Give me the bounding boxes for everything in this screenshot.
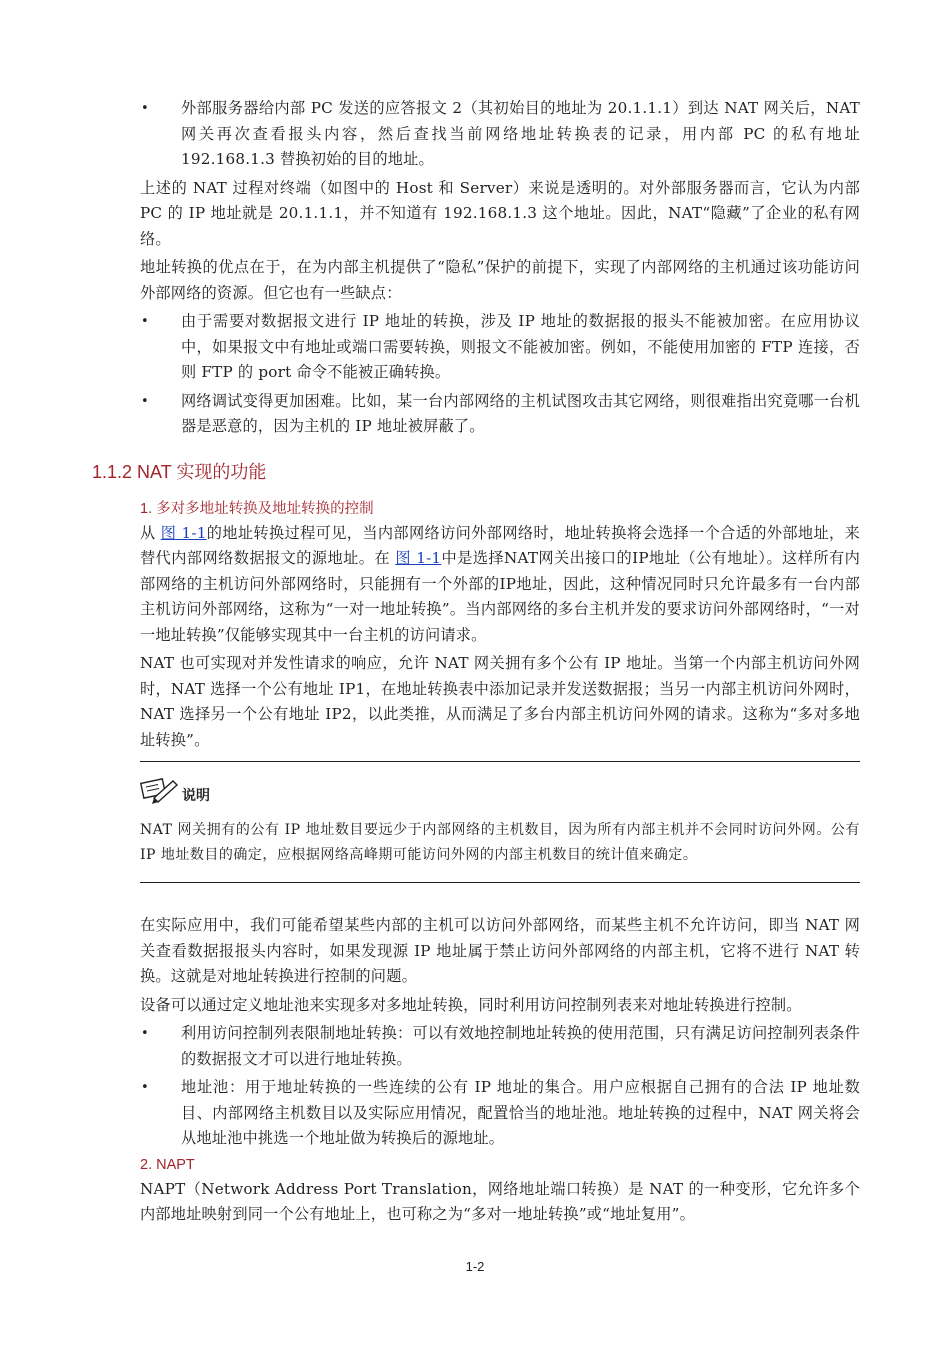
paragraph: 上述的 NAT 过程对终端（如图中的 Host 和 Server）来说是透明的。对外部服务器而言，它认为内部 PC 的 IP 地址就是 20.1.1.1，并不知道有 192.168.1.3 这个地址。因此，NAT“隐藏”了企业的私有网络。	[140, 178, 860, 248]
paragraph: 地址转换的优点在于，在为内部主机提供了“隐私”保护的前提下，实现了内部网络的主机通过该功能访问外部网络的资源。但它也有一些缺点：	[140, 258, 860, 302]
bullet-text: 网络调试变得更加困难。比如，某一台内部网络的主机试图攻击其它网络，则很难指出究竟哪一台机器是恶意的，因为主机的 IP 地址被屏蔽了。	[181, 391, 860, 435]
subsection-heading: 2. NAPT	[140, 1156, 195, 1173]
bullet-glyph: •	[141, 101, 149, 116]
paragraph: NAT 也可实现对并发性请求的响应，允许 NAT 网关拥有多个公有 IP 地址。当第一个内部主机访问外网时，NAT 选择一个公有地址 IP1，在地址转换表中添加记录并发送数据报；当另一内部主机访问外网时，NAT 选择另一个公有地址 IP2，以此类推，从而满足了多台内部主机访问外网的请求。这称为“多对多地址转换”。	[140, 654, 860, 749]
bullet-item	[140, 1075, 860, 1152]
bullet-item	[140, 389, 860, 440]
bullet-text: 由于需要对数据报文进行 IP 地址的转换，涉及 IP 地址的数据报的报头不能被加密。在应用协议中，如果报文中有地址或端口需要转换，则报文不能被加密。例如，不能使用加密的 FTP 连接，否则 FTP 的 port 命令不能被正确转换。	[181, 312, 860, 381]
figure-link[interactable]: 图 1-1	[395, 549, 442, 567]
note-header	[140, 776, 860, 806]
text-run: 从	[140, 523, 161, 542]
note-text: NAT 网关拥有的公有 IP 地址数目要远少于内部网络的主机数目，因为所有内部主机并不会同时访问外网。公有 IP 地址数目的确定，应根据网络高峰期可能访问外网的内部主机数目的统计值来确定。	[140, 822, 860, 863]
note-box	[140, 761, 860, 883]
paragraph: 设备可以通过定义地址池来实现多对多地址转换，同时利用访问控制列表来对地址转换进行控制。	[140, 995, 802, 1014]
subsection-heading: 1. 多对多地址转换及地址转换的控制	[140, 500, 374, 517]
text-run: 中是选择NAT网关出接口的IP地址（公有地址）。这样所有内部网络的主机访问外部网络时，只能拥有一个外部的IP地址，因此，这种情况同时只允许最多有一台内部主机访问外部网络，这称为“一对一地址转换”。当内部网络的多台主机并发的要求访问外部网络时，“一对一地址转换”仅能够实现其中一台主机的访问请求。	[140, 549, 860, 644]
bullet-glyph: •	[141, 314, 149, 329]
bullet-item	[140, 309, 860, 386]
bullet-text: 利用访问控制列表限制地址转换：可以有效地控制地址转换的使用范围，只有满足访问控制列表条件的数据报文才可以进行地址转换。	[181, 1024, 860, 1068]
paragraph: 在实际应用中，我们可能希望某些内部的主机可以访问外部网络，而某些主机不允许访问，即当 NAT 网关查看数据报报头内容时，如果发现源 IP 地址属于禁止访问外部网络的内部主机，它将不进行 NAT 转换。这就是对地址转换进行控制的问题。	[140, 916, 860, 985]
bullet-item	[140, 1021, 860, 1072]
document-body	[92, 96, 860, 1231]
paragraph: NAPT（Network Address Port Translation，网络地址端口转换）是 NAT 的一种变形，它允许多个内部地址映射到同一个公有地址上，也可称之为“多对一地址转换”或“地址复用”。	[140, 1179, 860, 1223]
note-pencil-icon	[140, 776, 180, 806]
bullet-glyph: •	[141, 1080, 149, 1095]
figure-link[interactable]: 图 1-1	[160, 523, 207, 542]
section-heading: 1.1.2 NAT 实现的功能	[92, 461, 267, 482]
paragraph	[140, 521, 860, 649]
text-run: 的地址转换过程可见，当内部网络访问外部网络时，地址转换将会选择一个合适的外部地址，来替代内部网络数据报文的源地址。在	[140, 523, 860, 567]
bullet-item	[140, 96, 860, 173]
bullet-text: 地址池：用于地址转换的一些连续的公有 IP 地址的集合。用户应根据自己拥有的合法 IP 地址数目、内部网络主机数目以及实际应用情况，配置恰当的地址池。地址转换的过程中，NAT 网关将会从地址池中挑选一个地址做为转换后的源地址。	[181, 1078, 860, 1147]
bullet-glyph: •	[141, 393, 149, 409]
bullet-text: 外部服务器给内部 PC 发送的应答报文 2（其初始目的地址为 20.1.1.1）到达 NAT 网关后，NAT 网关再次查看报头内容，然后查找当前网络地址转换表的记录，用内部 PC 的私有地址 192.168.1.3 替换初始的目的地址。	[181, 99, 860, 168]
note-title: 说明	[182, 788, 210, 804]
bullet-glyph: •	[141, 1026, 149, 1041]
page-number: 1-2	[465, 1259, 485, 1274]
